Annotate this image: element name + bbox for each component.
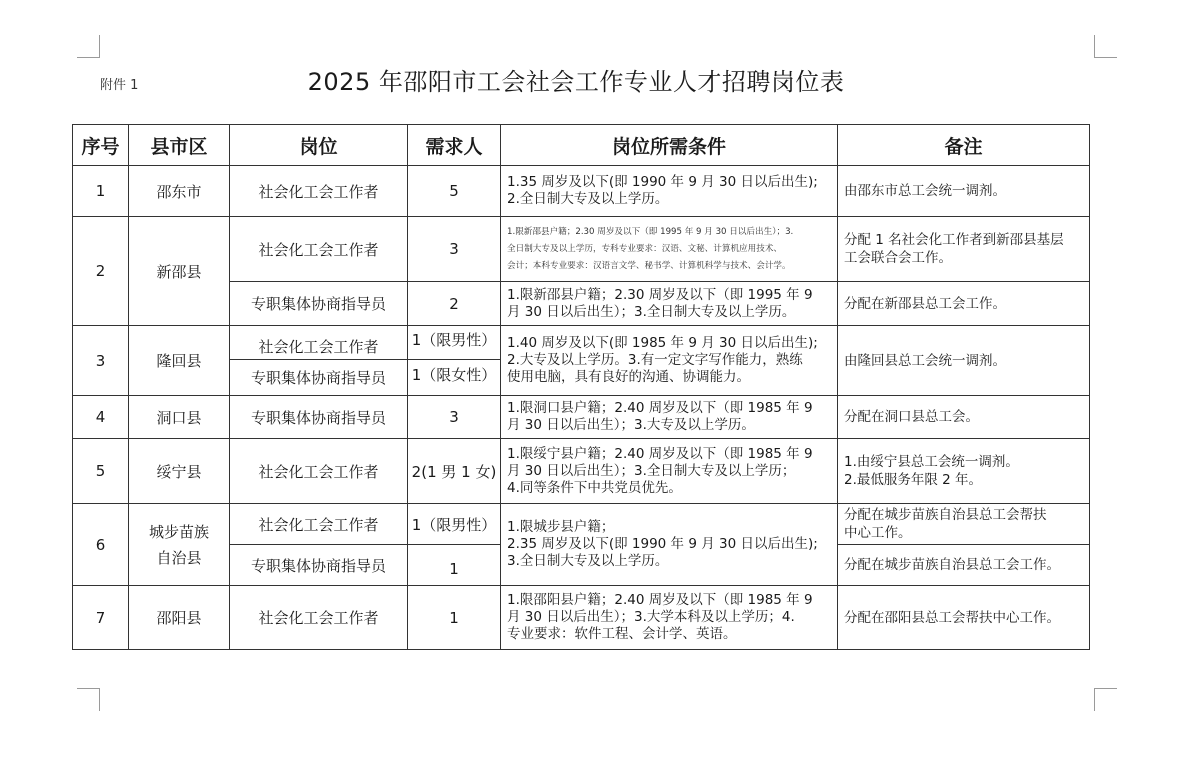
header-count: 需求人 [408,125,501,166]
header-no: 序号 [73,125,129,166]
cell-remarks: 分配在邵阳县总工会帮扶中心工作。 [838,586,1090,650]
attachment-label: 附件 1 [100,78,139,93]
cell-conditions: 1.限城步县户籍； 2.35 周岁及以下(即 1990 年 9 月 30 日以后出生); 3.全日制大专及以上学历。 [501,504,838,586]
header-county: 县市区 [129,125,230,166]
cell-conditions: 1.40 周岁及以下(即 1985 年 9 月 30 日以后出生); 2.大专及以上学历。3.有一定文字写作能力，熟练 使用电脑，具有良好的沟通、协调能力。 [501,326,838,396]
cell-count: 1（限男性） [408,326,501,360]
cell-count: 3 [408,396,501,439]
cell-count: 3 [408,217,501,282]
cell-county: 绥宁县 [129,439,230,504]
cell-count: 5 [408,166,501,217]
cell-county: 邵东市 [129,166,230,217]
cell-county: 城步苗族 自治县 [129,504,230,586]
cell-no: 4 [73,396,129,439]
cell-count: 1 [408,586,501,650]
cell-count: 2 [408,282,501,326]
crop-mark-bottom-right [1094,688,1117,711]
crop-mark-top-right [1094,35,1117,58]
table-row [73,217,1090,282]
cell-remarks: 由隆回县总工会统一调剂。 [838,326,1090,396]
cell-county: 洞口县 [129,396,230,439]
cell-remarks: 分配 1 名社会化工作者到新邵县基层 工会联合会工作。 [838,217,1090,282]
table-row [73,396,1090,439]
cell-position: 专职集体协商指导员 [230,360,408,396]
cell-conditions: 1.限新邵县户籍；2.30 周岁及以下（即 1995 年 9 月 30 日以后出生）；3.全日制大专及以上学历。 [501,282,838,326]
cell-count: 1（限女性） [408,360,501,396]
crop-mark-top-left [77,35,100,58]
table-row [73,586,1090,650]
cell-position: 社会化工会工作者 [230,217,408,282]
table-row [73,166,1090,217]
cell-county: 隆回县 [129,326,230,396]
cell-remarks: 由邵东市总工会统一调剂。 [838,166,1090,217]
cell-position: 专职集体协商指导员 [230,396,408,439]
cell-position: 社会化工会工作者 [230,166,408,217]
cell-position: 社会化工会工作者 [230,326,408,360]
cell-position: 社会化工会工作者 [230,586,408,650]
crop-mark-bottom-left [77,688,100,711]
header-remarks: 备注 [838,125,1090,166]
cell-no: 3 [73,326,129,396]
header-position: 岗位 [230,125,408,166]
cell-county: 邵阳县 [129,586,230,650]
cell-conditions: 1.限绥宁县户籍；2.40 周岁及以下（即 1985 年 9 月 30 日以后出生）；3.全日制大专及以上学历； 4.同等条件下中共党员优先。 [501,439,838,504]
recruitment-table [72,124,1090,650]
cell-count: 1（限男性） [408,504,501,545]
table-row [73,326,1090,360]
cell-position: 专职集体协商指导员 [230,282,408,326]
table-row [73,439,1090,504]
cell-conditions: 1.限洞口县户籍；2.40 周岁及以下（即 1985 年 9 月 30 日以后出生）；3.大专及以上学历。 [501,396,838,439]
cell-remarks: 分配在新邵县总工会工作。 [838,282,1090,326]
cell-remarks: 1.由绥宁县总工会统一调剂。 2.最低服务年限 2 年。 [838,439,1090,504]
cell-no: 6 [73,504,129,586]
cell-no: 7 [73,586,129,650]
cell-position: 社会化工会工作者 [230,439,408,504]
cell-county: 新邵县 [129,217,230,326]
cell-remarks: 分配在城步苗族自治县总工会帮扶 中心工作。 [838,504,1090,545]
table-header-row [73,125,1090,166]
cell-conditions: 1.限邵阳县户籍；2.40 周岁及以下（即 1985 年 9 月 30 日以后出生）；3.大学本科及以上学历；4. 专业要求：软件工程、会计学、英语。 [501,586,838,650]
table-row [73,504,1090,545]
cell-conditions: 1.限新邵县户籍；2.30 周岁及以下（即 1995 年 9 月 30 日以后出生）；3. 全日制大专及以上学历，专科专业要求：汉语、文秘、计算机应用技术、 会计；本科专业要求：汉语言文学、秘书学、计算机科学与技术、会计学。 [501,217,838,282]
cell-no: 2 [73,217,129,326]
cell-no: 1 [73,166,129,217]
cell-remarks: 分配在洞口县总工会。 [838,396,1090,439]
header-conditions: 岗位所需条件 [501,125,838,166]
cell-position: 专职集体协商指导员 [230,545,408,586]
page-title: 2025 年邵阳市工会社会工作专业人才招聘岗位表 [307,68,845,96]
cell-count: 1 [408,545,501,586]
cell-count: 2(1 男 1 女) [408,439,501,504]
cell-conditions: 1.35 周岁及以下(即 1990 年 9 月 30 日以后出生); 2.全日制大专及以上学历。 [501,166,838,217]
cell-no: 5 [73,439,129,504]
cell-position: 社会化工会工作者 [230,504,408,545]
cell-remarks: 分配在城步苗族自治县总工会工作。 [838,545,1090,586]
